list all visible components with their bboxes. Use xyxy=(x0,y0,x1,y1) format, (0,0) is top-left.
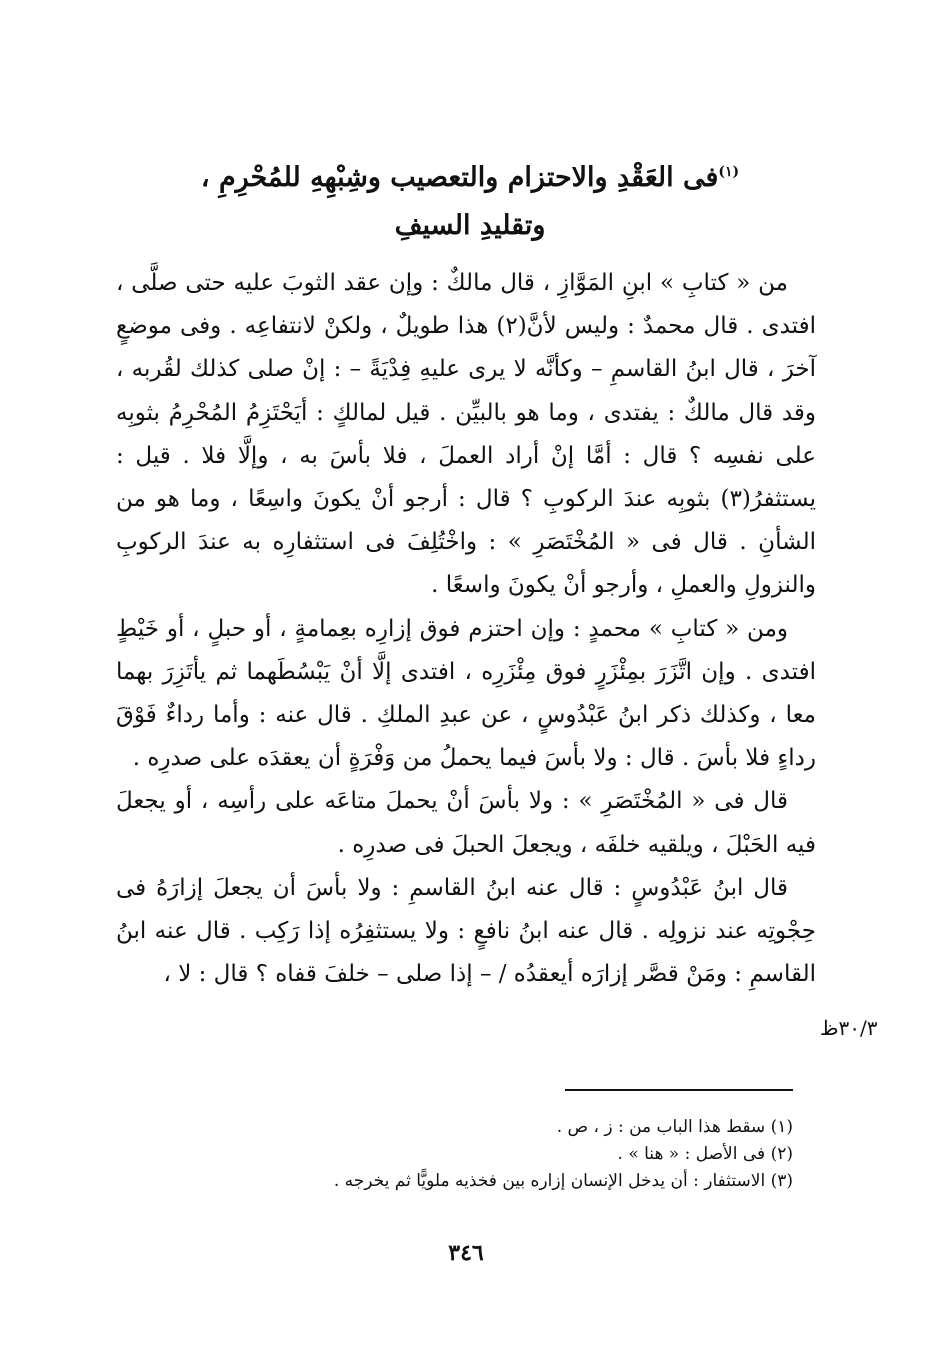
paragraph-2: ومن « كتابِ » محمدٍ : وإن احتزم فوق إزارِه بعِمامةٍ ، أو حبلٍ ، أو خَيْطٍ افتدى . وإن اتَّزَرَ بمِئْزَرٍ فوق مِئْزَرِه ، افتدى إلَّا أنْ يَبْسُطَهما ثم يأتَزِرَ بهما معا ، وكذلك ذكر ابنُ عَبْدُوسٍ ، عن عبدِ الملكِ . قال عنه : وأما رداءٌ فَوْقَ رداءٍ فلا بأسَ . قال : ولا بأسَ فيما يحملُ من وَفْرَةٍ أن يعقدَه على صدرِه . xyxy=(116,615,816,772)
heading-line-1 xyxy=(120,148,820,202)
paragraph-3: قال فى « المُخْتَصَرِ » : ولا بأسَ أنْ يحملَ متاعَه على رأسِه ، أو يجعلَ فيه الحَبْلَ ، ويلقيه خلفَه ، ويجعلَ الحبلَ فى صدرِه . xyxy=(116,788,816,858)
footnote-3: (٣) الاستثفار : أن يدخل الإنسان إزاره بين فخذيه ملويًّا ثم يخرجه . xyxy=(333,1171,793,1191)
paragraph-4: قال ابنُ عَبْدُوسٍ : قال عنه ابنُ القاسمِ : ولا بأسَ أن يجعلَ إزارَهُ فى حِجْوتِه عند نزولِه . قال عنه ابنُ نافعٍ : ولا يستثفِرُه إذا رَكِب . قال عنه ابنُ القاسمِ : ومَنْ قصَّر إزارَه أيعقدُه / – إذا صلى – خلفَ قفاه ؟ قال : لا ، xyxy=(116,874,816,988)
main-text xyxy=(116,262,816,996)
heading-line-1-text: فى العَقْدِ والاحتزام والتعصيب وشِبْهِهِ للمُحْرِمِ ، xyxy=(200,162,719,193)
page-number: ٣٤٦ xyxy=(448,1240,484,1266)
paragraph-1: من « كتابِ » ابنِ المَوَّازِ ، قال مالكٌ : وإن عقد الثوبَ عليه حتى صلَّى ، افتدى . قال محمدٌ : وليس لأنَّ(٢) هذا طويلٌ ، ولكنْ لانتفاعِه . وفى موضعٍ آخرَ ، قال ابنُ القاسمِ – وكأنَّه لا يرى عليهِ فِدْيَةً – : إنْ صلى كذلك لقُربه ، وقد قال مالكٌ : يفتدى ، وما هو بالبيِّن . قيل لمالكٍ : أيَحْتَزِمُ المُحْرِمُ بثوبِه على نفسِه ؟ قال : أمَّا إنْ أراد العملَ ، فلا بأسَ به ، وإلَّا فلا . قيل : يستثفرُ(٣) بثوبِه عندَ الركوبِ ؟ قال : أرجو أنْ يكونَ واسِعًا ، وما هو من الشأنِ . قال فى « المُخْتَصَرِ » : واخْتُلِفَ فى استثفارِه به عندَ الركوبِ والنزولِ والعملِ ، وأرجو أنْ يكونَ واسعًا . xyxy=(116,270,816,599)
footnote-divider xyxy=(565,1089,793,1091)
heading-line-2: وتقليدِ السيفِ xyxy=(394,210,546,241)
chapter-heading xyxy=(120,148,820,250)
footnote-1: (١) سقط هذا الباب من : ز ، ص . xyxy=(556,1117,793,1137)
footnotes xyxy=(300,1114,793,1195)
heading-footnote-marker: (١) xyxy=(718,164,740,180)
footnote-2: (٢) فى الأصل : « هنا » . xyxy=(617,1144,793,1164)
manuscript-folio-marker: ٣٠/٣ظ xyxy=(820,1016,878,1040)
